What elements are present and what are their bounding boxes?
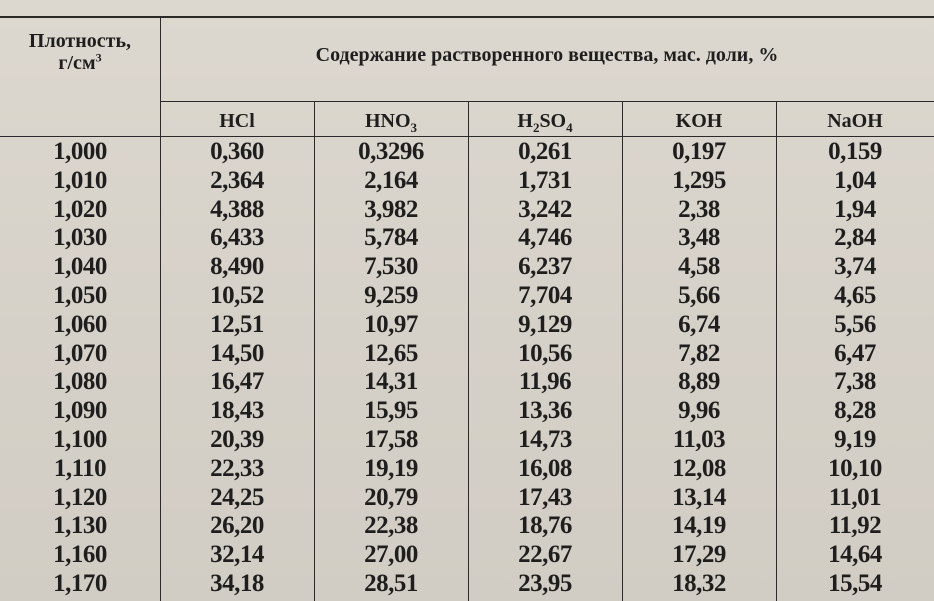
hno3-value: 2,164 <box>364 166 418 194</box>
table-row <box>0 224 934 253</box>
naoh-value: 11,01 <box>828 483 882 511</box>
hcl-value: 16,47 <box>210 368 264 396</box>
koh-value: 9,96 <box>678 397 720 425</box>
koh-value: 1,295 <box>672 166 726 194</box>
koh-value: 3,48 <box>678 224 720 252</box>
hno3-value: 19,19 <box>364 454 418 482</box>
hcl-value: 18,43 <box>210 397 264 425</box>
h2so4-value: 23,95 <box>518 569 572 597</box>
density-value: 1,160 <box>53 541 107 569</box>
naoh-value: 11,92 <box>828 512 882 540</box>
koh-value: 11,03 <box>672 425 726 453</box>
hcl-value: 4,388 <box>210 195 264 223</box>
hcl-value: 6,433 <box>210 224 264 252</box>
header-bottom-rule <box>0 136 934 137</box>
koh-value: 12,08 <box>672 454 726 482</box>
table-row <box>0 282 934 311</box>
table-row <box>0 196 934 225</box>
h2so4-value: 3,242 <box>518 195 572 223</box>
koh-value: 6,74 <box>678 310 720 338</box>
table-row <box>0 541 934 570</box>
density-value: 1,040 <box>53 253 107 281</box>
h2so4-value: 1,731 <box>518 166 572 194</box>
naoh-value: 3,74 <box>834 253 876 281</box>
h2so4-value: 13,36 <box>518 397 572 425</box>
density-value: 1,060 <box>53 310 107 338</box>
density-value: 1,100 <box>53 425 107 453</box>
naoh-value: 9,19 <box>834 425 876 453</box>
density-value: 1,130 <box>53 512 107 540</box>
h2so4-value: 7,704 <box>518 281 572 309</box>
hno3-value: 7,530 <box>364 253 418 281</box>
koh-value: 18,32 <box>672 569 726 597</box>
hno3-value: 28,51 <box>364 569 418 597</box>
koh-value: 14,19 <box>672 512 726 540</box>
hno3-value: 12,65 <box>364 339 418 367</box>
density-value: 1,110 <box>53 454 107 482</box>
naoh-value: 4,65 <box>834 281 876 309</box>
content-group-header: Содержание растворенного вещества, мас. доли, % <box>315 44 779 66</box>
koh-value: 5,66 <box>678 281 720 309</box>
naoh-value: 14,64 <box>828 541 882 569</box>
table-row <box>0 397 934 426</box>
naoh-value: 15,54 <box>828 569 882 597</box>
naoh-value: 5,56 <box>834 310 876 338</box>
h2so4-value: 17,43 <box>518 483 572 511</box>
h2so4-value: 14,73 <box>518 425 572 453</box>
table-row <box>0 455 934 484</box>
hno3-value: 5,784 <box>364 224 418 252</box>
table-row <box>0 253 934 282</box>
hcl-value: 12,51 <box>210 310 264 338</box>
density-value: 1,120 <box>53 483 107 511</box>
table-row <box>0 570 934 599</box>
density-value: 1,000 <box>53 138 107 165</box>
density-value: 1,170 <box>53 569 107 597</box>
column-header-hno3: $HNO_3$ <box>364 110 418 135</box>
h2so4-value: 16,08 <box>518 454 572 482</box>
table-row <box>0 512 934 541</box>
column-header-h2so4: $H_2SO_4$ <box>517 110 573 135</box>
hcl-value: 32,14 <box>210 541 264 569</box>
naoh-value: 10,10 <box>828 454 882 482</box>
column-header-naoh: NaOH <box>827 110 883 132</box>
koh-value: 2,38 <box>678 195 720 223</box>
density-header-line1: Плотность, <box>28 30 132 52</box>
density-value: 1,010 <box>53 166 107 194</box>
h2so4-value: 9,129 <box>518 310 572 338</box>
density-value: 1,080 <box>53 368 107 396</box>
koh-value: 7,82 <box>678 339 720 367</box>
table-row <box>0 368 934 397</box>
koh-value: 0,197 <box>672 138 726 165</box>
hcl-value: 8,490 <box>210 253 264 281</box>
column-header-hcl: HCl <box>219 110 255 132</box>
table-row <box>0 484 934 513</box>
naoh-value: 0,159 <box>828 138 882 165</box>
table-row <box>0 426 934 455</box>
koh-value: 8,89 <box>678 368 720 396</box>
density-header-unit: $г/см^3$ <box>58 50 102 74</box>
table-row <box>0 138 934 167</box>
hcl-value: 0,360 <box>210 138 264 165</box>
hno3-value: 10,97 <box>364 310 418 338</box>
hcl-value: 14,50 <box>210 339 264 367</box>
naoh-value: 1,94 <box>834 195 876 223</box>
hno3-value: 3,982 <box>364 195 418 223</box>
table-top-rule <box>0 16 934 18</box>
hno3-value: 14,31 <box>364 368 418 396</box>
hno3-value: 27,00 <box>364 541 418 569</box>
hcl-value: 34,18 <box>210 569 264 597</box>
naoh-value: 6,47 <box>834 339 876 367</box>
h2so4-value: 11,96 <box>518 368 572 396</box>
hno3-value: 17,58 <box>364 425 418 453</box>
density-value: 1,020 <box>53 195 107 223</box>
hno3-value: 20,79 <box>364 483 418 511</box>
density-value: 1,090 <box>53 397 107 425</box>
naoh-value: 2,84 <box>834 224 876 252</box>
table-row <box>0 311 934 340</box>
hcl-value: 22,33 <box>210 454 264 482</box>
koh-value: 17,29 <box>672 541 726 569</box>
hno3-value: 0,3296 <box>358 138 424 165</box>
h2so4-value: 18,76 <box>518 512 572 540</box>
h2so4-value: 0,261 <box>518 138 572 165</box>
hcl-value: 20,39 <box>210 425 264 453</box>
hcl-value: 10,52 <box>210 281 264 309</box>
h2so4-value: 10,56 <box>518 339 572 367</box>
hcl-value: 26,20 <box>210 512 264 540</box>
hcl-value: 2,364 <box>210 166 264 194</box>
h2so4-value: 4,746 <box>518 224 572 252</box>
hcl-value: 24,25 <box>210 483 264 511</box>
h2so4-value: 22,67 <box>518 541 572 569</box>
density-column-header <box>0 30 160 74</box>
header-mid-rule <box>160 101 934 102</box>
hno3-value: 22,38 <box>364 512 418 540</box>
table-row <box>0 340 934 369</box>
hno3-value: 15,95 <box>364 397 418 425</box>
koh-value: 4,58 <box>678 253 720 281</box>
hno3-value: 9,259 <box>364 281 418 309</box>
naoh-value: 7,38 <box>834 368 876 396</box>
density-value: 1,030 <box>53 224 107 252</box>
density-value: 1,050 <box>53 281 107 309</box>
naoh-value: 8,28 <box>834 397 876 425</box>
column-header-koh: KOH <box>675 110 723 132</box>
koh-value: 13,14 <box>672 483 726 511</box>
naoh-value: 1,04 <box>834 166 876 194</box>
table-body <box>0 138 934 599</box>
h2so4-value: 6,237 <box>518 253 572 281</box>
density-value: 1,070 <box>53 339 107 367</box>
table-row <box>0 167 934 196</box>
